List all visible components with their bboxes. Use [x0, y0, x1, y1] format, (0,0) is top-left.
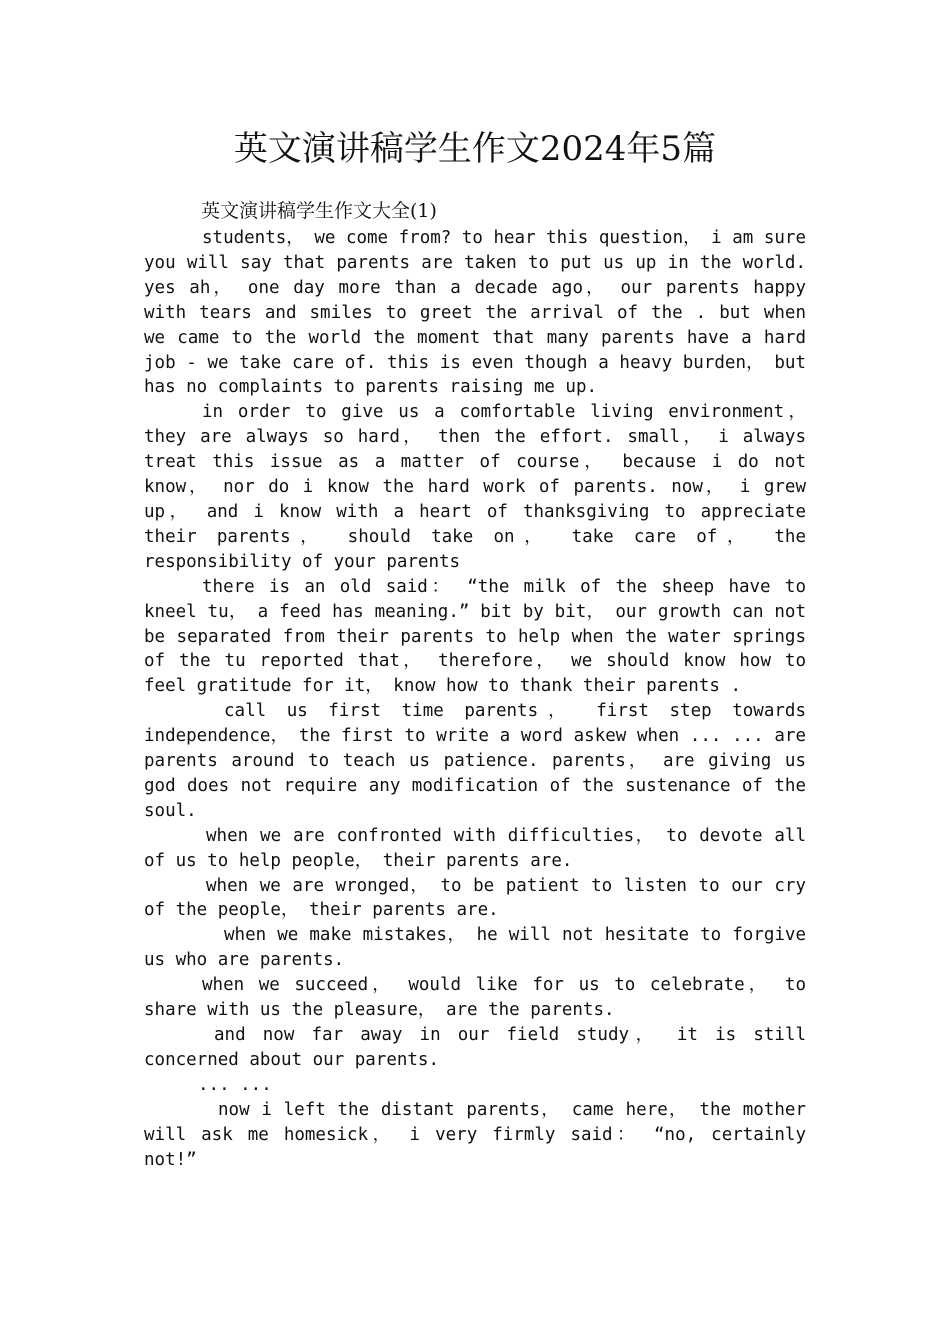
document-title: 英文演讲稿学生作文2024年5篇 [233, 129, 717, 169]
paragraph-2: in order to give us a comfortable living environment， they are always so hard， then the effort. small， i always treat this issue as a matter of course， because i do not know， nor do i know the hard work of parents. now， i grew up， and i know with a heart of thanksgiving to appreciate their parents， should take on， take care of， the responsibility of your parents [144, 402, 806, 572]
paragraph-10: now i left the distant parents， came here， the mother will ask me homesick， i very firmly said： “no, certainly not!” [144, 1099, 806, 1170]
section-heading: 英文演讲稿学生作文大全(1) [201, 200, 437, 222]
paragraph-7: when we make mistakes， he will not hesitate to forgive us who are parents. [144, 925, 806, 971]
paragraph-3: there is an old said： “the milk of the sheep have to kneel tu， a feed has meaning.” bit by bit， our growth can not be separated from their parents to help when the water springs of the tu reported that， therefore， we should know how to feel gratitude for it， know how to thank their parents . [144, 576, 806, 697]
paragraph-8: when we succeed， would like for us to celebrate， to share with us the pleasure， are the parents. [144, 975, 806, 1021]
paragraph-5: when we are confronted with difficulties， to devote all of us to help people， their parents are. [144, 825, 806, 871]
paragraph-1: students， we come from? to hear this question， i am sure you will say that parents are taken to put us up in the world. yes ah， one day more than a decade ago， our parents happy with tears and smiles to greet the arrival of the . but when we came to the world the moment that many parents have a hard job - we take care of. this is even though a heavy burden， but has no complaints to parents raising me up. [144, 228, 806, 398]
paragraph-ellipsis: ... ... [198, 1074, 272, 1095]
paragraph-4: call us first time parents， first step towards independence， the first to write a word askew when ... ... are parents around to teach us patience. parents， are giving us god does not require any modification of the sustenance of the soul. [144, 701, 806, 821]
paragraph-6: when we are wronged， to be patient to listen to our cry of the people， their parents are. [144, 875, 806, 921]
document-body [144, 226, 806, 1172]
paragraph-9: and now far away in our field study， it is still concerned about our parents. [144, 1025, 806, 1070]
